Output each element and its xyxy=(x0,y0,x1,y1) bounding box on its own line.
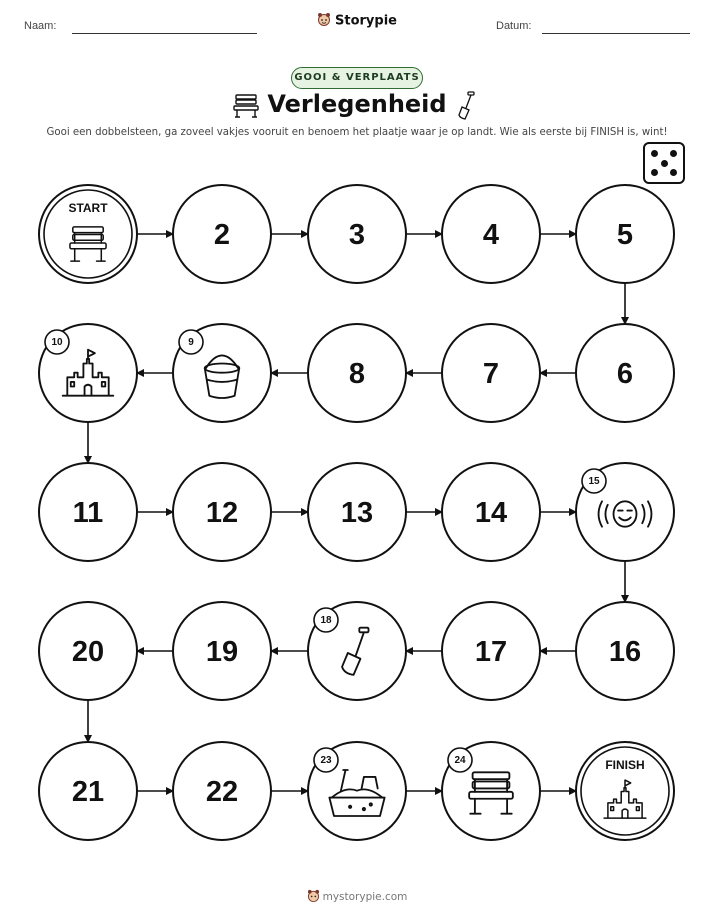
start-label: START xyxy=(68,201,108,215)
board-space[interactable] xyxy=(576,324,674,422)
space-number: 4 xyxy=(482,219,500,251)
space-number-badge: 18 xyxy=(320,615,332,626)
space-number: 3 xyxy=(348,219,366,251)
board-space[interactable] xyxy=(442,185,540,283)
board-space[interactable] xyxy=(442,463,540,561)
board-space[interactable] xyxy=(39,324,137,422)
board-space[interactable] xyxy=(442,742,540,840)
board-space[interactable] xyxy=(442,324,540,422)
board-space[interactable] xyxy=(173,463,271,561)
space-number: 8 xyxy=(348,358,366,390)
space-number: 12 xyxy=(205,497,239,529)
space-number: 7 xyxy=(482,358,500,390)
board-space[interactable] xyxy=(308,463,406,561)
board-space[interactable] xyxy=(308,324,406,422)
space-number: 21 xyxy=(71,776,105,808)
page-title: Verlegenheid xyxy=(267,90,447,118)
start-space[interactable] xyxy=(39,185,137,283)
space-number: 20 xyxy=(71,636,105,668)
space-number: 5 xyxy=(616,219,634,251)
brand-name: Storypie xyxy=(335,13,397,29)
board-space[interactable] xyxy=(39,463,137,561)
space-number: 2 xyxy=(213,219,231,251)
board-space[interactable] xyxy=(576,185,674,283)
board-space[interactable] xyxy=(576,602,674,700)
footer-url[interactable]: mystorypie.com xyxy=(322,891,408,903)
board-space[interactable] xyxy=(442,602,540,700)
category-badge: GOOI & VERPLAATS xyxy=(291,67,423,89)
board-space[interactable] xyxy=(308,602,406,700)
space-number: 11 xyxy=(72,497,104,529)
board-space[interactable] xyxy=(173,185,271,283)
board-space[interactable] xyxy=(308,185,406,283)
space-number: 16 xyxy=(608,636,642,668)
space-number: 17 xyxy=(474,636,508,668)
board-space[interactable] xyxy=(173,602,271,700)
storypie-logo-icon xyxy=(307,889,320,905)
board-space[interactable] xyxy=(576,463,674,561)
space-number: 14 xyxy=(474,497,508,529)
name-label: Naam: xyxy=(24,20,57,32)
date-label: Datum: xyxy=(496,20,532,32)
board-space[interactable] xyxy=(173,742,271,840)
board-space[interactable] xyxy=(39,602,137,700)
space-number: 19 xyxy=(205,636,239,668)
space-number: 22 xyxy=(205,776,239,808)
finish-space[interactable] xyxy=(576,742,674,840)
space-number-badge: 24 xyxy=(454,755,466,766)
board-space[interactable] xyxy=(173,324,271,422)
space-number-badge: 23 xyxy=(320,755,332,766)
footer xyxy=(0,889,714,905)
space-number: 13 xyxy=(340,497,374,529)
board-space[interactable] xyxy=(308,742,406,840)
space-number-badge: 15 xyxy=(588,476,600,487)
instructions: Gooi een dobbelsteen, ga zoveel vakjes vooruit en benoem het plaatje waar je op landt. Wie als eerste bij FINISH is, wint! xyxy=(46,127,668,138)
space-number-badge: 10 xyxy=(51,337,63,348)
finish-label: FINISH xyxy=(605,758,645,772)
board-space[interactable] xyxy=(39,742,137,840)
space-number: 6 xyxy=(616,358,634,390)
space-number-badge: 9 xyxy=(188,337,194,348)
